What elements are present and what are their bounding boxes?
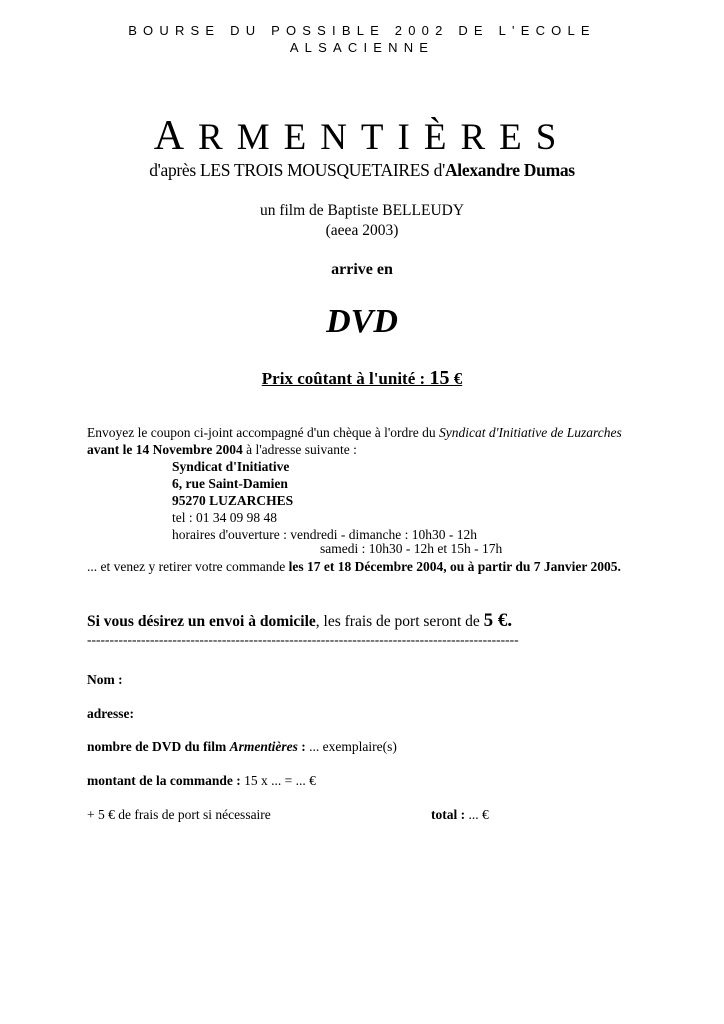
form-montant xyxy=(87,773,316,789)
shipping-bold: Si vous désirez un envoi à domicile xyxy=(87,613,316,630)
instructions-deadline: avant le 14 Novembre 2004 xyxy=(87,442,243,457)
address-hours-saturday: samedi : 10h30 - 12h et 15h - 17h xyxy=(320,541,503,556)
price-label: Prix coûtant à l'unité : xyxy=(261,369,430,388)
form-montant-label: montant de la commande : xyxy=(87,773,241,788)
instructions-end: à l'adresse suivante : xyxy=(242,442,357,457)
film-director: un film de Baptiste BELLEUDY xyxy=(259,202,465,219)
address-street: 6, rue Saint-Damien xyxy=(172,476,288,491)
arrive-text: arrive en xyxy=(331,261,393,278)
film-year: (aeea 2003) xyxy=(325,222,399,239)
form-adresse: adresse: xyxy=(87,706,134,721)
header-text: BOURSE DU POSSIBLE 2002 DE L'ECOLE ALSACIENNE xyxy=(128,23,596,55)
form-total-value: ... € xyxy=(465,807,489,822)
title-rest: RMENTIÈRES xyxy=(198,117,571,158)
form-nombre-label: nombre de DVD du film xyxy=(87,739,230,754)
form-frais: + 5 € de frais de port si nécessaire xyxy=(87,807,271,822)
coupon-separator: ------------------------------------------------------------------------------------------------ xyxy=(87,632,519,647)
address-hours: horaires d'ouverture : vendredi - dimanche : 10h30 - 12h xyxy=(172,527,477,542)
pickup-paragraph xyxy=(87,558,647,575)
shipping-text: , les frais de port seront de xyxy=(315,613,484,630)
form-nombre xyxy=(87,739,397,755)
form-montant-value: 15 x ... = ... € xyxy=(240,773,316,788)
price-amount: 15 xyxy=(429,367,450,389)
instructions-paragraph xyxy=(87,424,647,458)
form-nombre-film: Armentières xyxy=(229,739,298,754)
form-nombre-colon: : xyxy=(297,739,306,754)
form-total xyxy=(431,807,489,823)
address-tel: tel : 01 34 09 98 48 xyxy=(172,510,277,525)
address-city: 95270 LUZARCHES xyxy=(172,493,294,508)
shipping-line xyxy=(87,610,512,632)
address-name: Syndicat d'Initiative xyxy=(172,459,290,474)
subtitle-author: Alexandre Dumas xyxy=(444,160,575,180)
shipping-amount: 5 €. xyxy=(483,610,513,631)
price-line xyxy=(0,367,724,390)
dvd-heading: DVD xyxy=(326,303,398,340)
instructions-text: Envoyez le coupon ci-joint accompagné d'un chèque à l'ordre du xyxy=(87,425,439,440)
instructions-payee: Syndicat d'Initiative de Luzarches xyxy=(438,425,622,440)
price-currency: € xyxy=(453,369,463,388)
film-credits xyxy=(0,201,724,241)
pickup-text: ... et venez y retirer votre commande xyxy=(87,559,289,574)
film-subtitle xyxy=(0,160,724,181)
address-block xyxy=(172,458,477,543)
film-title xyxy=(0,112,724,160)
form-total-label: total : xyxy=(431,807,466,822)
title-first-letter: A xyxy=(153,113,199,159)
form-nombre-value: ... exemplaire(s) xyxy=(305,739,397,754)
pickup-dates: les 17 et 18 Décembre 2004, ou à partir du 7 Janvier 2005. xyxy=(288,559,621,574)
form-nom: Nom : xyxy=(87,672,123,687)
subtitle-prefix: d'après LES TROIS MOUSQUETAIRES d' xyxy=(149,160,445,180)
